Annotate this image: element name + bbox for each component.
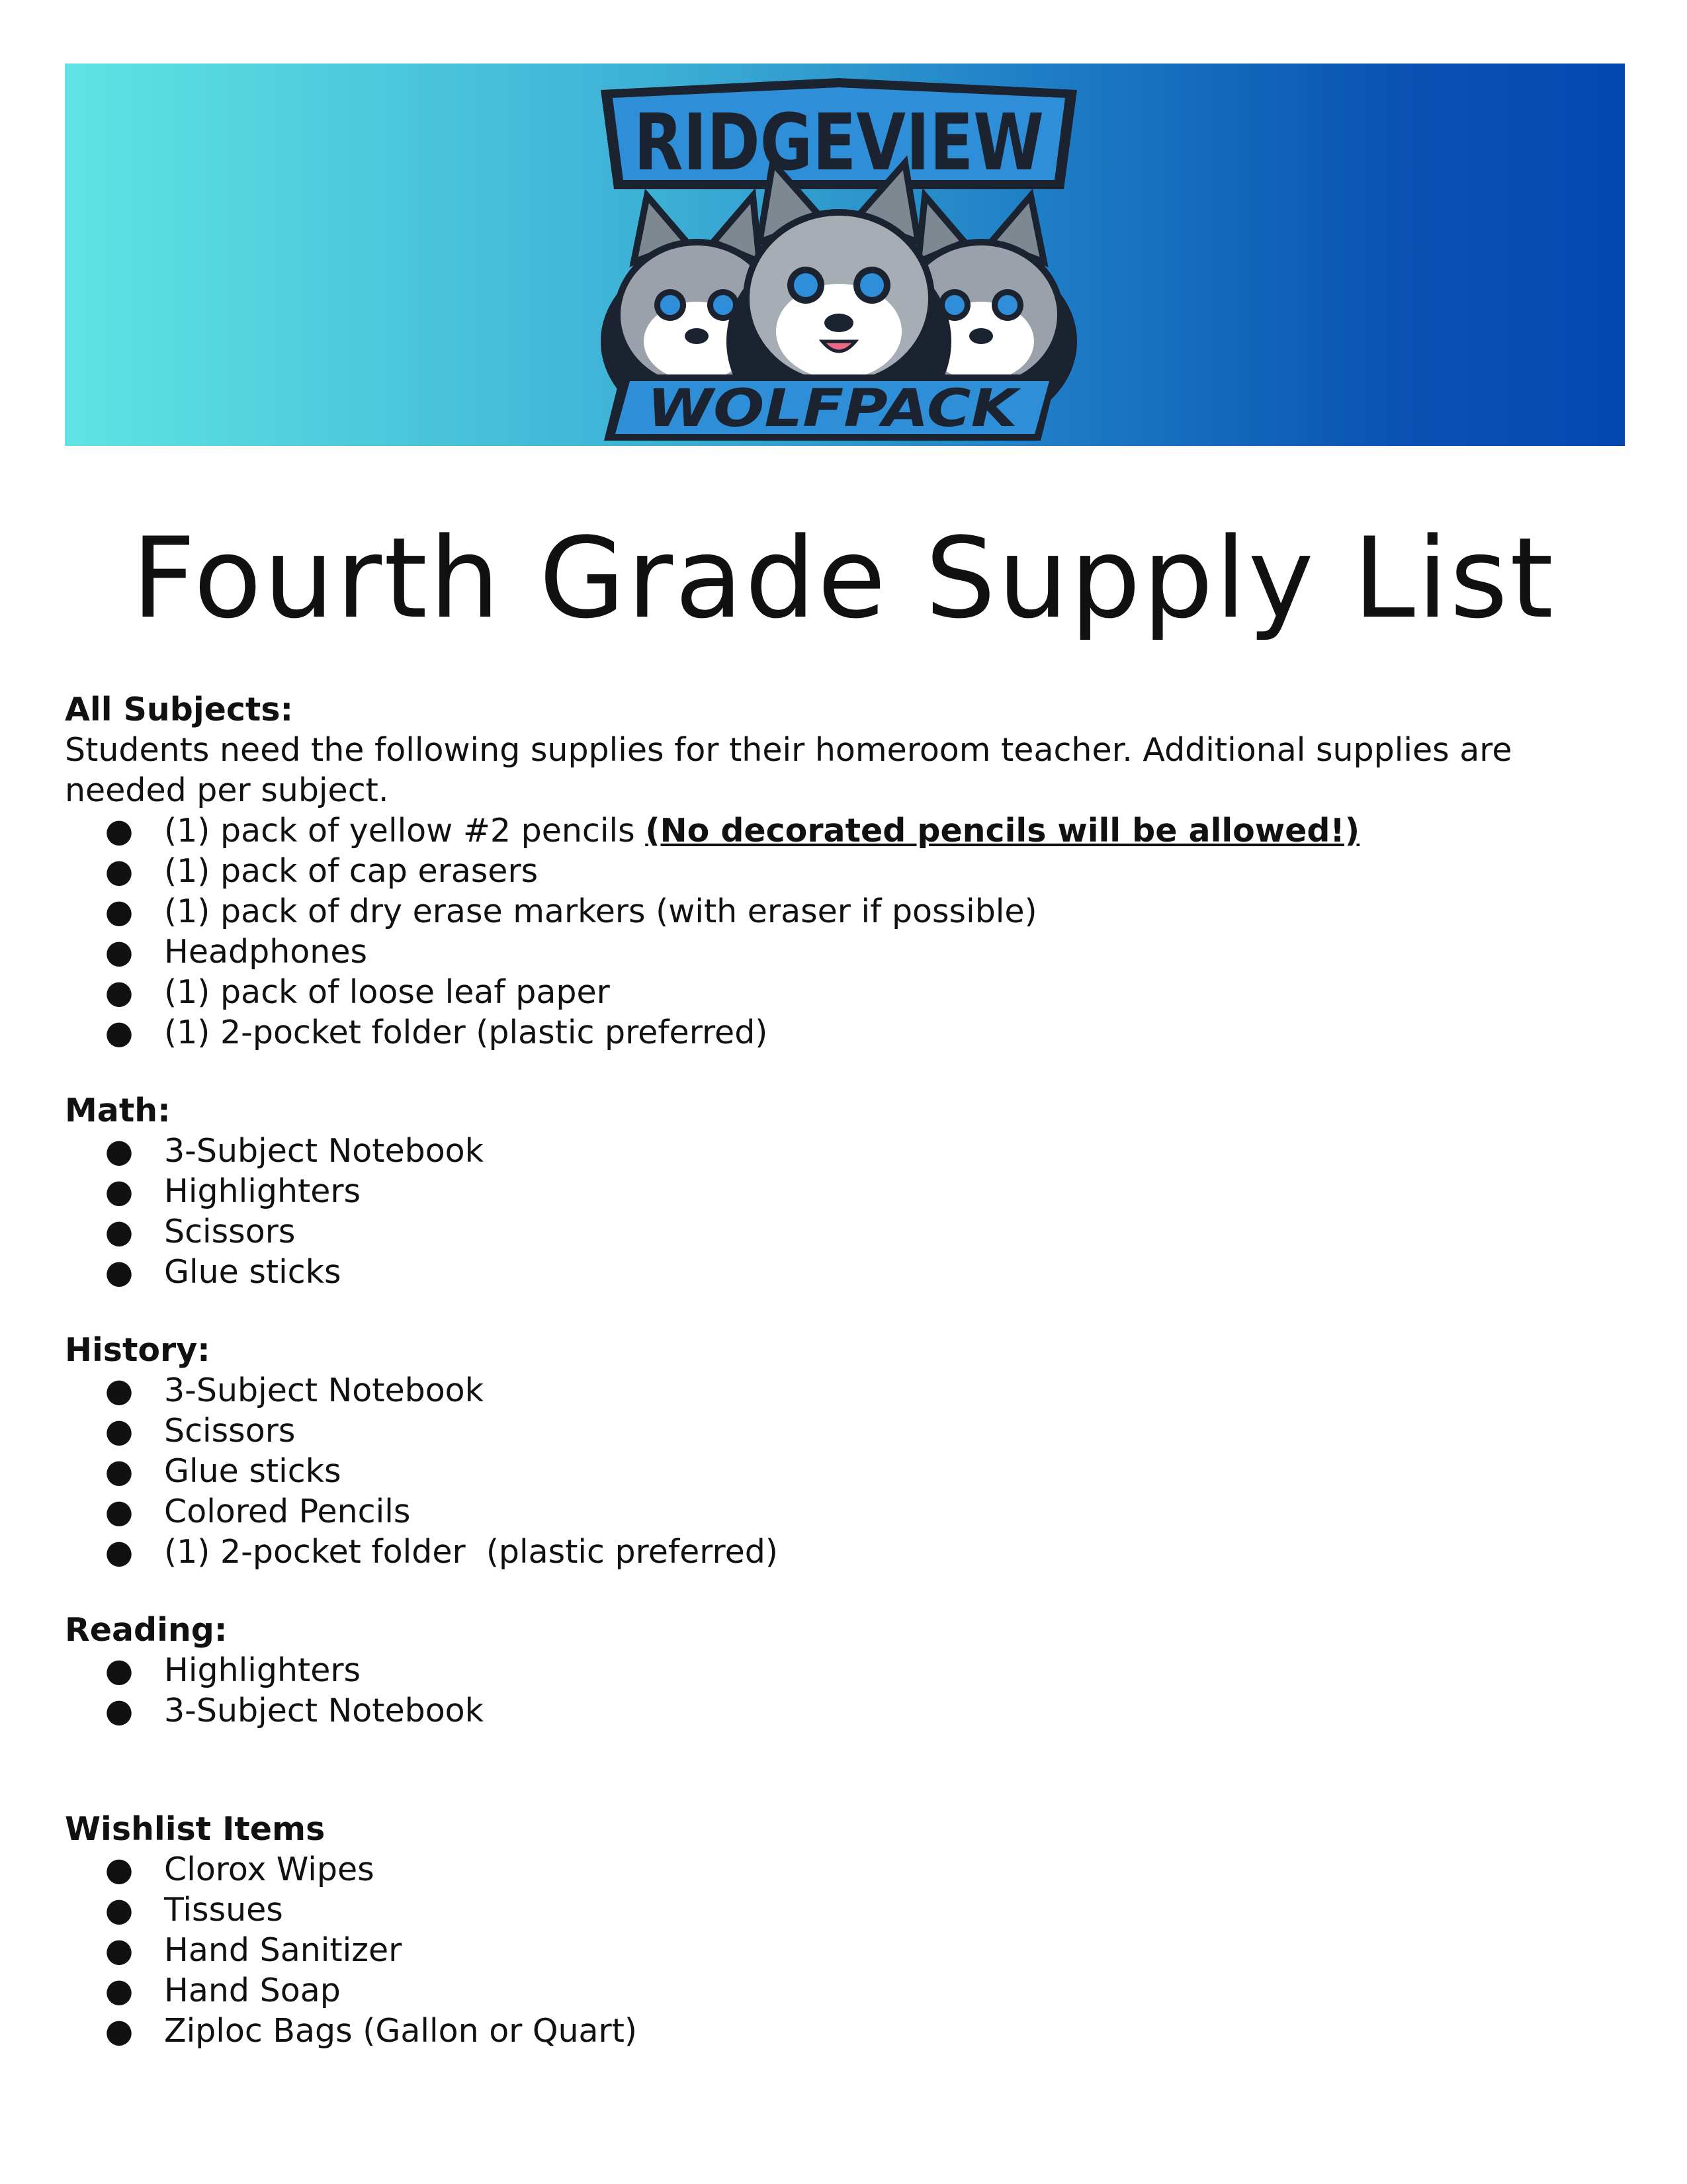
bullet-icon: ● [105,1651,134,1689]
bullet-icon: ● [105,1132,134,1170]
list-item [99,1849,1639,1890]
all-subjects-intro: Students need the following supplies for their homeroom teacher. Additional supplies are needed per subject. [65,731,1512,809]
supply-list [65,689,1639,2051]
bullet-icon: ● [105,893,134,930]
list-item-label: Clorox Wipes [164,1851,374,1888]
list-item-label: Highlighters [164,1172,361,1210]
list-item-label: Hand Soap [164,1972,341,2009]
list-item [99,1690,1639,1731]
list-item-label: 3-Subject Notebook [164,1692,484,1729]
list-item-label: Headphones [164,933,367,971]
list-item-label: Glue sticks [164,1253,341,1291]
list-item [99,1411,1639,1451]
page-title: Fourth Grade Supply List [132,513,1555,643]
list-item-label: (1) pack of cap erasers [164,852,539,890]
list-item [99,932,1639,972]
list-item [99,1211,1639,1252]
bullet-icon: ● [105,1452,134,1490]
list-item [99,1930,1639,1970]
bullet-icon: ● [105,812,134,850]
bullet-icon: ● [105,1253,134,1291]
list-item [99,810,1639,851]
list-item-label: (1) pack of loose leaf paper [164,973,610,1011]
bullet-icon: ● [105,1014,134,1051]
bullet-icon: ● [105,1851,134,1888]
list-item-label: (1) 2-pocket folder (plastic preferred) [164,1533,778,1571]
list-item-label: (1) 2-pocket folder (plastic preferred) [164,1014,768,1051]
section-heading-math: Math: [65,1092,171,1129]
bullet-icon: ● [105,933,134,971]
section-heading-wishlist: Wishlist Items [65,1810,325,1848]
list-item-label: Scissors [164,1412,296,1450]
reading-list [65,1650,1639,1731]
list-item [99,851,1639,891]
list-item [99,2011,1639,2051]
list-item-label: 3-Subject Notebook [164,1132,484,1170]
list-item [99,1451,1639,1491]
bullet-icon: ● [105,1972,134,2009]
list-item [99,1970,1639,2011]
bullet-icon: ● [105,973,134,1011]
list-item [99,1252,1639,1292]
header-banner [65,64,1625,446]
list-item [99,1171,1639,1211]
list-item [99,972,1639,1012]
list-item [99,891,1639,932]
bullet-icon: ● [105,2012,134,2050]
logo-bottom-text: WOLFPACK [647,379,1022,439]
list-item [99,1532,1639,1572]
list-item [99,1012,1639,1053]
bullet-icon: ● [105,852,134,890]
list-item [99,1370,1639,1411]
wishlist-list [65,1849,1639,2051]
list-item-label: (1) pack of yellow #2 pencils [164,812,646,850]
list-item-label: 3-Subject Notebook [164,1372,484,1409]
list-item-label: Colored Pencils [164,1493,411,1530]
bullet-icon: ● [105,1172,134,1210]
bullet-icon: ● [105,1692,134,1729]
list-item [99,1131,1639,1171]
pencil-note: (No decorated pencils will be allowed!) [645,812,1360,850]
list-item-label: Tissues [164,1891,283,1929]
list-item-label: Ziploc Bags (Gallon or Quart) [164,2012,638,2050]
section-heading-reading: Reading: [65,1611,228,1649]
history-list [65,1370,1639,1572]
list-item [99,1650,1639,1690]
list-item-label: Hand Sanitizer [164,1931,402,1969]
logo-top-text: RIDGEVIEW [634,97,1044,188]
list-item-label: Scissors [164,1213,296,1250]
bullet-icon: ● [105,1213,134,1250]
section-heading-all-subjects: All Subjects: [65,691,294,728]
all-subjects-list [65,810,1639,1053]
bullet-icon: ● [105,1533,134,1571]
wolfpack-logo [561,64,1117,446]
bullet-icon: ● [105,1891,134,1929]
bullet-icon: ● [105,1372,134,1409]
list-item [99,1491,1639,1532]
list-item-label: (1) pack of dry erase markers (with eraser if possible) [164,893,1037,930]
list-item-label: Highlighters [164,1651,361,1689]
bullet-icon: ● [105,1412,134,1450]
math-list [65,1131,1639,1292]
list-item-label: Glue sticks [164,1452,341,1490]
section-heading-history: History: [65,1331,210,1369]
bullet-icon: ● [105,1931,134,1969]
list-item [99,1890,1639,1930]
bullet-icon: ● [105,1493,134,1530]
